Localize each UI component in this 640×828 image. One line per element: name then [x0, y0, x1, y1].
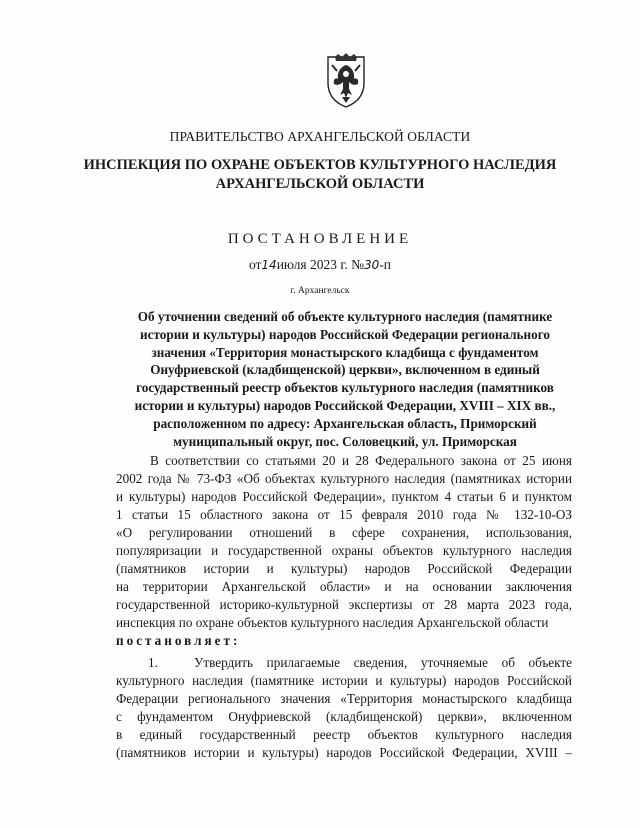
- subject-line: Об уточнении сведений об объекте культурного наследия (памятнике: [137, 309, 553, 324]
- subject-line: истории и культуры) народов Российской Федерации, XVIII – XIX вв.,: [134, 397, 556, 413]
- item-line: в единый государственный реестр объектов культурного наследия: [116, 727, 572, 742]
- item-number: 1.: [148, 655, 158, 670]
- item-1-paragraph: [116, 654, 572, 762]
- subject-line: расположенном по адресу: Архангельская область, Приморский: [153, 415, 537, 431]
- subject-line: государственный реестр объектов культурного наследия (памятников: [136, 380, 554, 396]
- subject-line: муниципальный округ, пос. Соловецкий, ул. Приморская: [173, 433, 517, 449]
- preamble-line: 1 статьи 15 областного закона от 15 февраля 2010 года № 132-10-ОЗ: [116, 507, 572, 522]
- inspection-title-line1: ИНСПЕКЦИЯ ПО ОХРАНЕ ОБЪЕКТОВ КУЛЬТУРНОГО НАСЛЕДИЯ: [83, 157, 557, 173]
- preamble-line: и культуры) народов Российской Федерации», пунктом 4 статьи 6 и пунктом: [116, 489, 572, 504]
- document-type: ПОСТАНОВЛЕНИЕ: [227, 231, 413, 247]
- document-subject: [105, 308, 585, 450]
- item-line: с фундаментом Онуфриевской (кладбищенской) церкви», включенном: [116, 709, 572, 724]
- inspection-title-line2: АРХАНГЕЛЬСКОЙ ОБЛАСТИ: [215, 176, 425, 192]
- handwritten-day: 14: [261, 258, 277, 272]
- preamble-line: на территории Архангельской области» и на основании заключения: [116, 579, 572, 594]
- government-title: ПРАВИТЕЛЬСТВО АРХАНГЕЛЬСКОЙ ОБЛАСТИ: [169, 129, 471, 144]
- subject-line: Онуфриевской (кладбищенской) церкви», включенном в единый: [150, 362, 540, 378]
- preamble-line: 2002 года № 73-ФЗ «Об объектах культурного наследия (памятниках истории: [116, 471, 572, 486]
- resolves-word: постановляет:: [116, 633, 241, 648]
- date-prefix: от: [248, 257, 262, 272]
- item-line: Федерации регионального значения «Территория монастырского кладбища: [116, 691, 572, 706]
- item-line: Утвердить прилагаемые сведения, уточняемые об объекте: [194, 655, 572, 670]
- preamble-line: государственной историко-культурной экспертизы от 28 марта 2023 года,: [116, 597, 572, 612]
- date-month-year: июля 2023 г. №: [276, 257, 365, 272]
- handwritten-number: 30: [364, 258, 380, 272]
- preamble-line: (памятников истории и культуры) народов Российской Федерации: [116, 561, 572, 576]
- document-date: [0, 257, 640, 273]
- item-line: культурного наследия (памятнике истории и культуры) народов Российской: [116, 673, 572, 688]
- preamble-line: инспекция по охране объектов культурного наследия Архангельской области: [116, 615, 549, 630]
- preamble-line: В соответствии со статьями 20 и 28 Федерального закона от 25 июня: [150, 453, 572, 468]
- city-name: г. Архангельск: [290, 286, 350, 296]
- item-1-first-line: [116, 654, 572, 672]
- preamble-paragraph: [116, 452, 572, 650]
- subject-line: истории и культуры) народов Российской Федерации регионального: [140, 326, 550, 342]
- preamble-line: «О регулировании отношений в сфере сохранения, использования,: [116, 525, 572, 540]
- coat-of-arms-icon: [325, 53, 367, 109]
- item-line: (памятников истории и культуры) народов Российской Федерации, XVIII –: [116, 745, 572, 760]
- date-suffix: -п: [379, 257, 392, 272]
- subject-line: значения «Территория монастырского кладбища с фундаментом: [151, 344, 539, 360]
- preamble-line: популяризации и государственной охраны объектов культурного наследия: [116, 543, 572, 558]
